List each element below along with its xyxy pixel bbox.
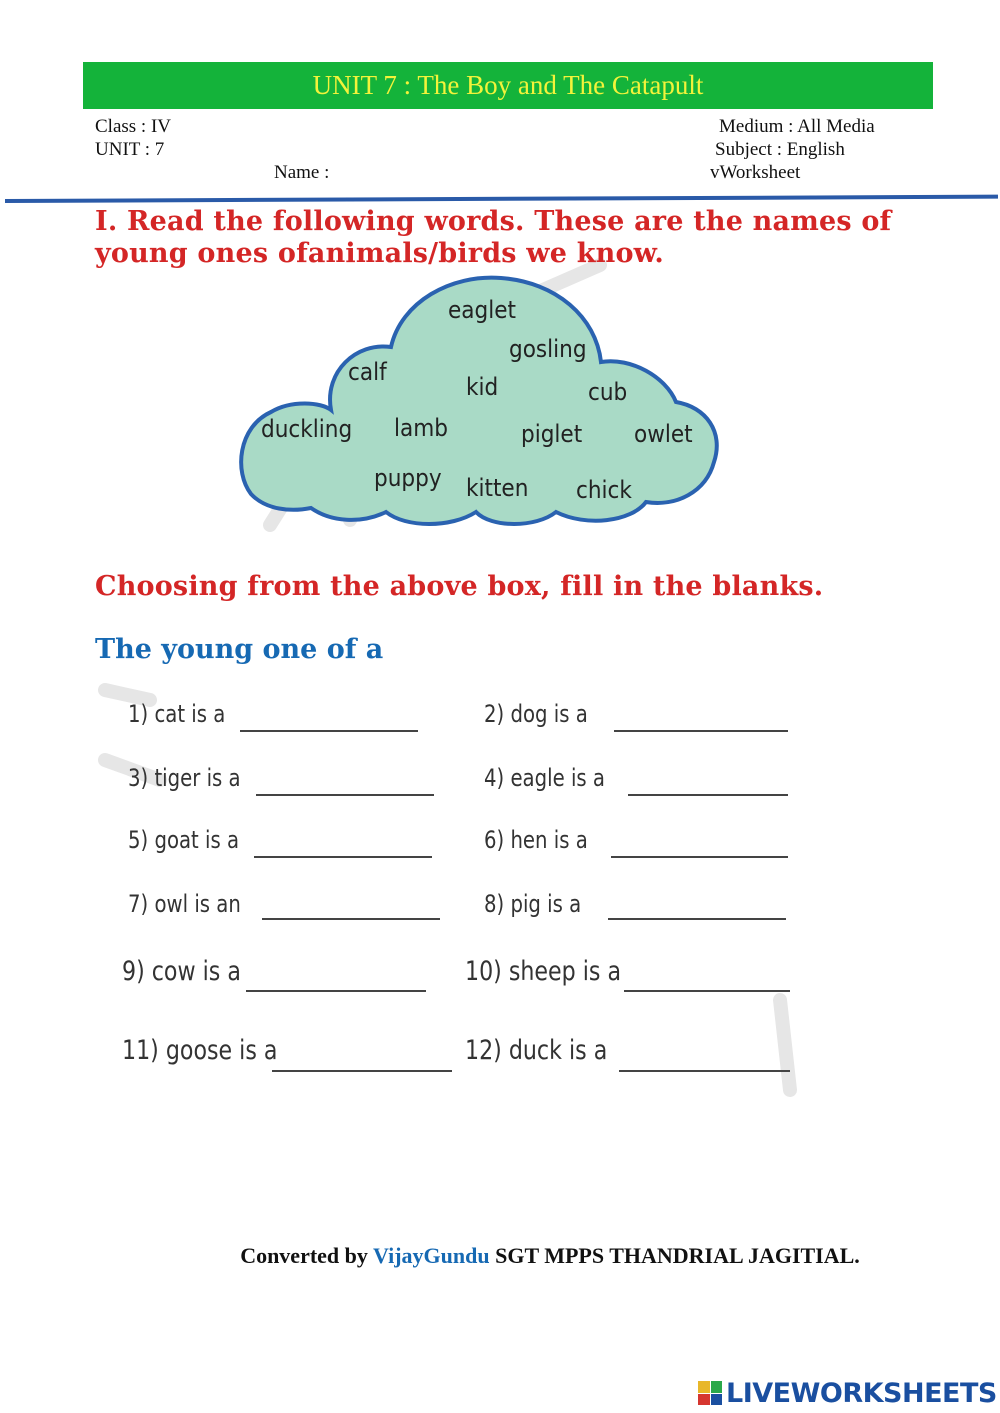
cloud-word-piglet: piglet xyxy=(521,420,583,448)
answer-blank-12[interactable] xyxy=(619,1070,790,1072)
answer-blank-2[interactable] xyxy=(614,730,788,732)
liveworksheets-brand xyxy=(698,1376,997,1410)
footer-credit xyxy=(0,1243,1000,1269)
answer-blank-10[interactable] xyxy=(624,990,790,992)
word-cloud xyxy=(236,272,720,528)
worksheet-title: UNIT 7 : The Boy and The Catapult xyxy=(312,70,704,100)
section1-instruction-line2: young ones ofanimals/birds we know. xyxy=(95,238,664,269)
footer-author: VijayGundu xyxy=(373,1243,490,1268)
cloud-word-kitten: kitten xyxy=(466,474,529,502)
question-2: 2) dog is a xyxy=(484,700,588,728)
answer-blank-3[interactable] xyxy=(256,794,434,796)
title-banner xyxy=(83,62,933,109)
class-label: Class : IV xyxy=(95,116,171,137)
name-label: Name : xyxy=(274,162,330,183)
footer-suffix: SGT MPPS THANDRIAL JAGITIAL. xyxy=(495,1243,860,1268)
cloud-word-duckling: duckling xyxy=(261,415,353,443)
question-1: 1) cat is a xyxy=(128,700,226,728)
answer-blank-5[interactable] xyxy=(254,856,432,858)
cloud-word-chick: chick xyxy=(576,476,632,504)
section2-instruction: Choosing from the above box, fill in the blanks. xyxy=(95,571,824,602)
question-12: 12) duck is a xyxy=(465,1035,608,1066)
question-9: 9) cow is a xyxy=(122,956,241,987)
answer-blank-6[interactable] xyxy=(611,856,788,858)
section1-instruction xyxy=(95,206,975,270)
answer-blank-7[interactable] xyxy=(262,918,440,920)
question-8: 8) pig is a xyxy=(484,890,582,918)
question-3: 3) tiger is a xyxy=(128,764,241,792)
cloud-word-calf: calf xyxy=(348,358,387,386)
cloud-word-lamb: lamb xyxy=(394,414,448,442)
answer-blank-4[interactable] xyxy=(628,794,788,796)
question-7: 7) owl is an xyxy=(128,890,241,918)
question-5: 5) goat is a xyxy=(128,826,240,854)
section2-subheading: The young one of a xyxy=(95,634,384,665)
cloud-word-eaglet: eaglet xyxy=(448,296,516,324)
cloud-word-kid: kid xyxy=(466,373,499,401)
unit-label: UNIT : 7 xyxy=(95,139,165,160)
question-6: 6) hen is a xyxy=(484,826,588,854)
brand-text: LIVEWORKSHEETS xyxy=(726,1377,997,1409)
liveworksheets-logo-icon xyxy=(698,1381,722,1405)
question-4: 4) eagle is a xyxy=(484,764,605,792)
answer-blank-1[interactable] xyxy=(240,730,418,732)
cloud-word-owlet: owlet xyxy=(634,420,693,448)
answer-blank-11[interactable] xyxy=(272,1070,452,1072)
question-10: 10) sheep is a xyxy=(465,956,622,987)
worksheet-label: vWorksheet xyxy=(710,162,801,183)
cloud-word-cub: cub xyxy=(588,378,628,406)
answer-blank-8[interactable] xyxy=(608,918,786,920)
cloud-word-gosling: gosling xyxy=(509,335,587,363)
answer-blank-9[interactable] xyxy=(246,990,426,992)
cloud-word-puppy: puppy xyxy=(374,464,442,492)
footer-prefix: Converted by xyxy=(240,1243,368,1268)
medium-label: Medium : All Media xyxy=(719,116,875,137)
header-divider xyxy=(5,195,998,203)
section1-instruction-line1: I. Read the following words. These are the names of xyxy=(95,206,892,237)
question-11: 11) goose is a xyxy=(122,1035,278,1066)
subject-label: Subject : English xyxy=(715,139,845,160)
